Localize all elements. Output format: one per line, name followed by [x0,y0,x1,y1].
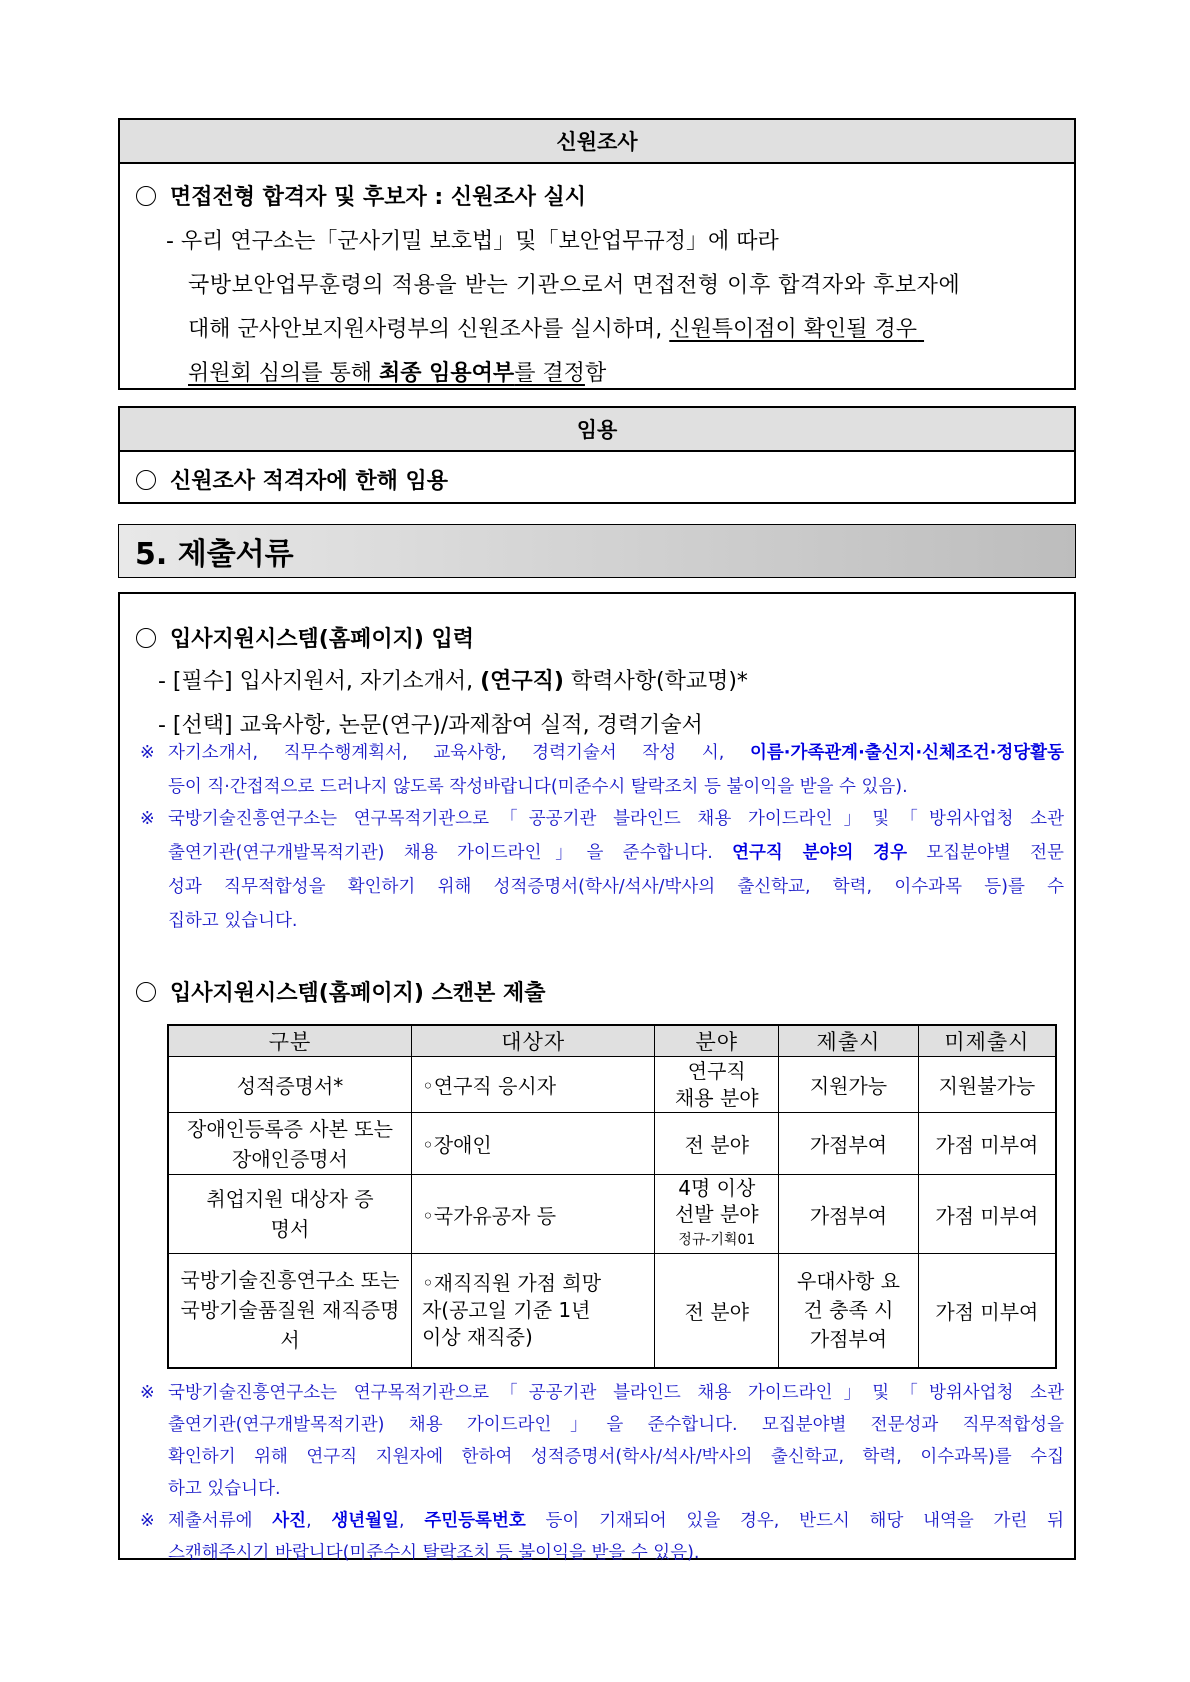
doc-cell: 국방기술진흥연구소 또는 국방기술품질원 재직증명서 [168,1254,411,1368]
bg-line-1: - 우리 연구소는「군사기밀 보호법」및「보안업무규정」에 따라 [166,229,779,254]
bg-line-3 [188,312,924,343]
circle-bullet-icon [136,628,156,648]
target-cell: ◦재직직원 가점 희망자(공고일 기준 1년 이상 재직중) [411,1254,654,1368]
bg-line-3-a: 대해 군사안보지원사령부의 신원조사를 실시하며, [188,317,663,342]
target-cell: ◦국가유공자 등 [411,1175,654,1254]
submit-cell: 지원가능 [779,1057,919,1113]
submit-cell: 가점부여 [779,1113,919,1175]
field-cell: 연구직 채용 분야 [655,1057,779,1113]
col-header: 분야 [655,1025,779,1057]
note-4: ※ 제출서류에 사진, 생년월일, 주민등록번호 등이 기재되어 있을 경우, 반드시 해당 내역을 가린 뒤 스캔해주시기 바랍니다(미준수시 탈락조치 등 불이익을 받을 수 있음). [140,1504,1064,1574]
background-check-header: 신원조사 [120,120,1074,164]
bullet-text: 신원조사 적격자에 한해 임용 [170,469,449,494]
note-mark: ※ [140,743,155,763]
table-row [168,1175,1056,1254]
blind-items: 이름·가족관계·출신지·신체조건·정당활동 [750,743,1064,763]
note-mark: ※ [140,1511,155,1531]
col-header: 미제출시 [918,1025,1056,1057]
scan-bullet [136,976,545,1007]
submit-cell: 가점부여 [779,1175,919,1254]
id-number-emph: 주민등록번호 [424,1511,526,1531]
research-field-emph: 연구직 분야의 경우 [732,843,907,863]
table-row [168,1254,1056,1368]
note-1: ※ 자기소개서, 직무수행계획서, 교육사항, 경력기술서 작성 시, 이름·가족관계·출신지·신체조건·정당활동 등이 직·간접적으로 드러나지 않도록 작성바랍니다(미준수시 탈락조치 등 불이익을 받을 수 있음). [140,736,1064,806]
submit-cell: 우대사항 요건 충족 시 가점부여 [779,1254,919,1368]
birthdate-emph: 생년월일 [331,1511,400,1531]
appointment-bullet [136,464,448,495]
nosubmit-cell: 가점 미부여 [918,1113,1056,1175]
required-line: - [필수] 입사지원서, 자기소개서, (연구직) 학력사항(학교명)* [158,669,748,694]
background-check-box [118,118,1076,390]
doc-cell: 장애인등록증 사본 또는 장애인증명서 [168,1113,411,1175]
bg-line-4: 위원회 심의를 통해 최종 임용여부를 결정함 [188,361,607,386]
field-cell: 4명 이상 선발 분야 정규-기획01 [655,1175,779,1254]
appointment-header: 임용 [120,408,1074,452]
target-cell: ◦연구직 응시자 [411,1057,654,1113]
nosubmit-cell: 지원불가능 [918,1057,1056,1113]
bullet-text: 입사지원시스템(홈페이지) 스캔본 제출 [170,981,546,1006]
table-row [168,1057,1056,1113]
note-3: ※ 국방기술진흥연구소는 연구목적기관으로「공공기관 블라인드 채용 가이드라인」및「방위사업청 소관 출연기관(연구개발목적기관) 채용 가이드라인」을 준수합니다. 모집분야별 전문성과 직무적합성을 확인하기 위해 연구직 지원자에 한하여 성적증명서(학사/석사/박사의 출신학교, 학력, 이수과목)를 수집 하고 있습니다. [140,1376,1064,1516]
photo-emph: 사진 [272,1511,307,1531]
bg-line-2: 국방보안업무훈령의 적용을 받는 기관으로서 면접전형 이후 합격자와 후보자에 [188,273,961,298]
appointment-box [118,406,1076,504]
field-cell: 전 분야 [655,1113,779,1175]
bullet-text: 면접전형 합격자 및 후보자 : 신원조사 실시 [170,185,587,210]
target-cell: ◦장애인 [411,1113,654,1175]
input-bullet [136,622,474,653]
nosubmit-cell: 가점 미부여 [918,1254,1056,1368]
background-check-bullet [136,180,586,211]
bullet-text: 입사지원시스템(홈페이지) 입력 [170,627,475,652]
doc-cell: 취업지원 대상자 증명서 [168,1175,411,1254]
nosubmit-cell: 가점 미부여 [918,1175,1056,1254]
documents-table [167,1024,1057,1369]
col-header: 제출시 [779,1025,919,1057]
circle-bullet-icon [136,982,156,1002]
col-header: 구분 [168,1025,411,1057]
circle-bullet-icon [136,186,156,206]
col-header: 대상자 [411,1025,654,1057]
bg-line-4-underlined: 위원회 심의를 통해 최종 임용여부를 결정 [188,361,585,386]
field-cell: 전 분야 [655,1254,779,1368]
circle-bullet-icon [136,470,156,490]
research-tag: (연구직) [480,669,564,694]
doc-cell: 성적증명서* [168,1057,411,1113]
note-mark: ※ [140,1383,155,1403]
table-header-row [168,1025,1056,1057]
bg-line-3-b: 신원특이점이 확인될 경우 [669,317,918,342]
note-mark: ※ [140,809,155,829]
section-title: 5. 제출서류 [118,524,1076,578]
table-row [168,1113,1056,1175]
optional-line: - [선택] 교육사항, 논문(연구)/과제참여 실적, 경력기술서 [158,713,703,738]
note-2: ※ 국방기술진흥연구소는 연구목적기관으로「공공기관 블라인드 채용 가이드라인」및「방위사업청 소관 출연기관(연구개발목적기관) 채용 가이드라인」을 준수합니다. 연구직 분야의 경우 모집분야별 전문 성과 직무적합성을 확인하기 위해 성적증명서(학사/석사/박사의 출신학교, 학력, 이수과목 등)를 수 집하고 있습니다. [140,802,1064,942]
final-decision-text: 최종 임용여부 [379,361,515,386]
